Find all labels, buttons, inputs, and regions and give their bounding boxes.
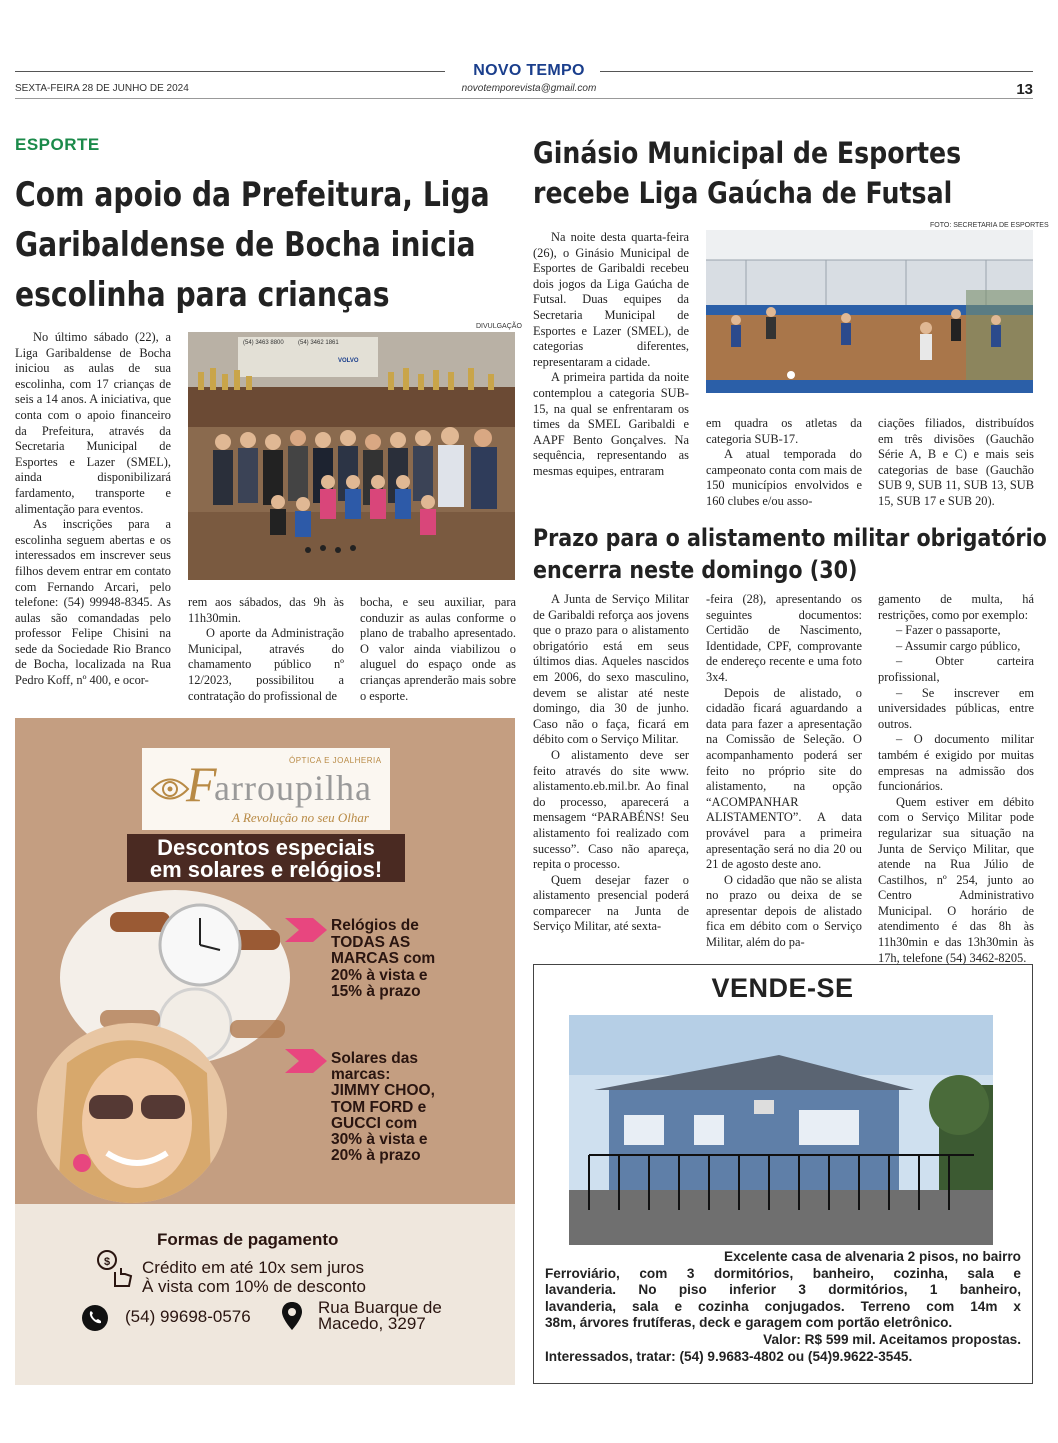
article3-column-3: gamento de multa, há restrições, como por exemplo: – Fazer o passaporte, – Assumir cargo público, – Obter carteira profissional, – Se inscrever em universidades públicas, entre outros. – O documento militar também é exigido por muitas empresas na admissão dos funcionários. Quem estiver em débito com o Serviço Militar pode regularizar sua situação na Junta de Serviço Militar, que atende na Rua Júlio de Castilhos, nº 254, junto ao Centro Administrativo Municipal. O horário de atendimento é das 8h às 11h30min e das 13h30min às 17h, telefone (54) 3462-8205. xyxy=(878,592,1034,965)
arrow-right-icon xyxy=(283,1043,333,1079)
house-photo xyxy=(569,1015,993,1245)
article2-column-1: Na noite desta quarta-feira (26), o Ginásio Municipal de Esportes de Garibaldi recebeu dois jogos da Liga Gaúcha de Futsal. Duas equipes da Secretaria Municipal de Esportes e Lazer (SMEL), de categorias diferentes, representaram a cidade. A primeira partida da noite contemplou a categoria SUB-15, na qual se enfrentaram os times da SMEL Garibaldi e AAPF Bento Gonçalves. Na sequência, representando as mesmas equipes, entraram xyxy=(533,230,689,478)
article1-column-3: bocha, e seu auxiliar, para conduzir as aulas conforme o plano de trabalho apresentado. O valor ainda viabilizou o aluguel do espaço onde as crianças aprenderão mais sobre o esporte. xyxy=(360,595,516,703)
sunglasses-offer: Solares das marcas: JIMMY CHOO, TOM FORD e GUCCI com 30% à vista e 20% à prazo xyxy=(331,1050,435,1165)
masthead-divider xyxy=(15,98,1033,99)
issue-date: SEXTA-FEIRA 28 DE JUNHO DE 2024 xyxy=(15,83,189,94)
sunglasses-model-photo xyxy=(37,1023,227,1203)
brand-subtitle: ÓPTICA E JOALHERIA xyxy=(289,756,382,765)
arrow-right-icon xyxy=(283,912,333,948)
sign-phone-2: (54) 3462 1861 xyxy=(298,340,339,346)
article1-photo-credit: DIVULGAÇÃO xyxy=(476,323,522,330)
page-number: 13 xyxy=(1016,81,1033,98)
classified-title: VENDE-SE xyxy=(711,973,854,1003)
watches-offer: Relógios de TODAS AS MARCAS com 20% à vista e 15% à prazo xyxy=(331,917,436,1000)
phone-icon xyxy=(81,1304,109,1332)
article2-photo-credit: FOTO: SECRETARIA DE ESPORTES xyxy=(930,222,1049,229)
payment-options: Crédito em até 10x sem juros À vista com 10% de desconto xyxy=(142,1258,366,1296)
credit-hand-icon xyxy=(85,1246,137,1290)
promo-banner: Descontos especiais em solares e relógios! xyxy=(127,834,405,882)
sign-phone-1: (54) 3463 8800 xyxy=(243,340,284,346)
ad-phone[interactable]: (54) 99698-0576 xyxy=(125,1307,251,1326)
bocha-group-photo xyxy=(188,332,515,580)
for-sale-classified xyxy=(533,964,1033,1384)
article3-headline: Prazo para o alistamento militar obrigatório encerra neste domingo (30) xyxy=(533,524,1047,584)
section-kicker: ESPORTE xyxy=(15,135,100,154)
ad-address: Rua Buarque de Macedo, 3297 xyxy=(318,1298,442,1333)
brand-name: arroupilha xyxy=(214,768,372,808)
article2-column-2: em quadra os atletas da categoria SUB-17. A atual temporada do campeonato conta com mais de 150 municípios envolvidos e 160 clubes e/ou asso- xyxy=(706,416,862,508)
brand-logo xyxy=(142,748,390,830)
payment-title: Formas de pagamento xyxy=(157,1230,339,1249)
brand-slogan: A Revolução no seu Olhar xyxy=(232,810,369,825)
farroupilha-ad[interactable] xyxy=(15,718,515,1385)
newspaper-title: NOVO TEMPO xyxy=(473,62,585,79)
newspaper-email[interactable]: novotemporevista@gmail.com xyxy=(461,83,597,94)
article1-column-2: rem aos sábados, das 9h às 11h30min. O aporte da Administração Municipal, através do chamamento público nº 12/2023, possibilitou a contratação do profissional de xyxy=(188,595,344,703)
svg-text:$: $ xyxy=(103,1256,111,1268)
article1-headline: Com apoio da Prefeitura, Liga Garibaldense de Bocha inicia escolinha para crianças xyxy=(15,175,490,315)
classified-description: Excelente casa de alvenaria 2 pisos, no bairro Ferroviário, com 3 dormitórios, banheiro, cozinha, sala e lavanderia. No piso inferior 3 dormitórios, 1 banheiro, lavanderia, sala e cozinha conjugados. Terreno com 14m x 38m, árvores frutíferas, deck e garagem com portão eletrônico. Valor: R$ 599 mil. Aceitamos propostas. Interessados, tratar: (54) 9.9683-4802 ou (54)9.9622-3545. xyxy=(545,1249,1021,1364)
article3-column-2: -feira (28), apresentando os seguintes documentos: Certidão de Nascimento, Identidade, CPF, comprovante de endereço recente e uma foto 3x4. Depois de alistado, o cidadão ficará aguardando a data para fazer a apresentação na Comissão de Seleção. O acompanhamento poderá ser feito no próprio site do alistamento, na opção “ACOMPANHAR ALISTAMENTO”. A data provável para a primeira apresentação será no dia 20 ou 21 de agosto deste ano. O cidadão que não se alista no prazo ou deixa de se apresentar depois de alistado fica em débito com o Serviço Militar, além do pa- xyxy=(706,592,862,950)
article1-column-1: No último sábado (22), a Liga Garibaldense de Bocha iniciou as aulas de sua escolinha, com 17 crianças de seis a 14 anos. A iniciativa, que conta com o apoio financeiro da Prefeitura, através da Secretaria Municipal de Esportes e Lazer (SMEL), ainda disponibilizará fardamento, transporte e alimentação para eventos. As inscrições para a escolinha seguem abertas e os interessados em inscrever seus filhos devem entrar em contato com Fernando Arcari, pelo telefone: (54) 99948-8345. As aulas são comandadas pelo professor Felipe Chisini na sede da Sociedade Rio Branco de Bocha, localizada na Rua Pedro Koff, nº 400, e ocor- xyxy=(15,330,171,688)
article2-headline: Ginásio Municipal de Esportes recebe Liga Gaúcha de Futsal xyxy=(533,136,962,210)
article2-column-3: ciações filiados, distribuídos em três divisões (Gauchão Série A, B e C) e mais seis categorias de base (Gauchão SUB 9, SUB 11, SUB 13, SUB 15, SUB 17 e SUB 20). xyxy=(878,416,1034,508)
sign-brand: VOLVO xyxy=(338,358,359,364)
brand-initial: F xyxy=(186,756,217,812)
location-pin-icon xyxy=(281,1301,303,1331)
article3-column-1: A Junta de Serviço Militar de Garibaldi reforça aos jovens que o prazo para o alistamento obrigatório está em seus últimos dias. Aqueles nascidos em 2006, do sexo masculino, devem se alistar até neste domingo, dia 30 de junho. Caso não o faça, ficará em débito com o Serviço Militar. O alistamento deve ser feito através do site www. alistamento.eb.mil.br. Ao final do processo, aparecerá a mensagem “PARABÉNS! Seu alistamento foi realizado com sucesso”. Caso não apareça, repita o processo. Quem desejar fazer o alistamento presencial poderá comparecer na Junta de Serviço Militar, até sexta- xyxy=(533,592,689,934)
futsal-gym-photo xyxy=(706,230,1033,393)
classified-contact[interactable]: Interessados, tratar: (54) 9.9683-4802 ou (54)9.9622-3545. xyxy=(545,1348,913,1364)
